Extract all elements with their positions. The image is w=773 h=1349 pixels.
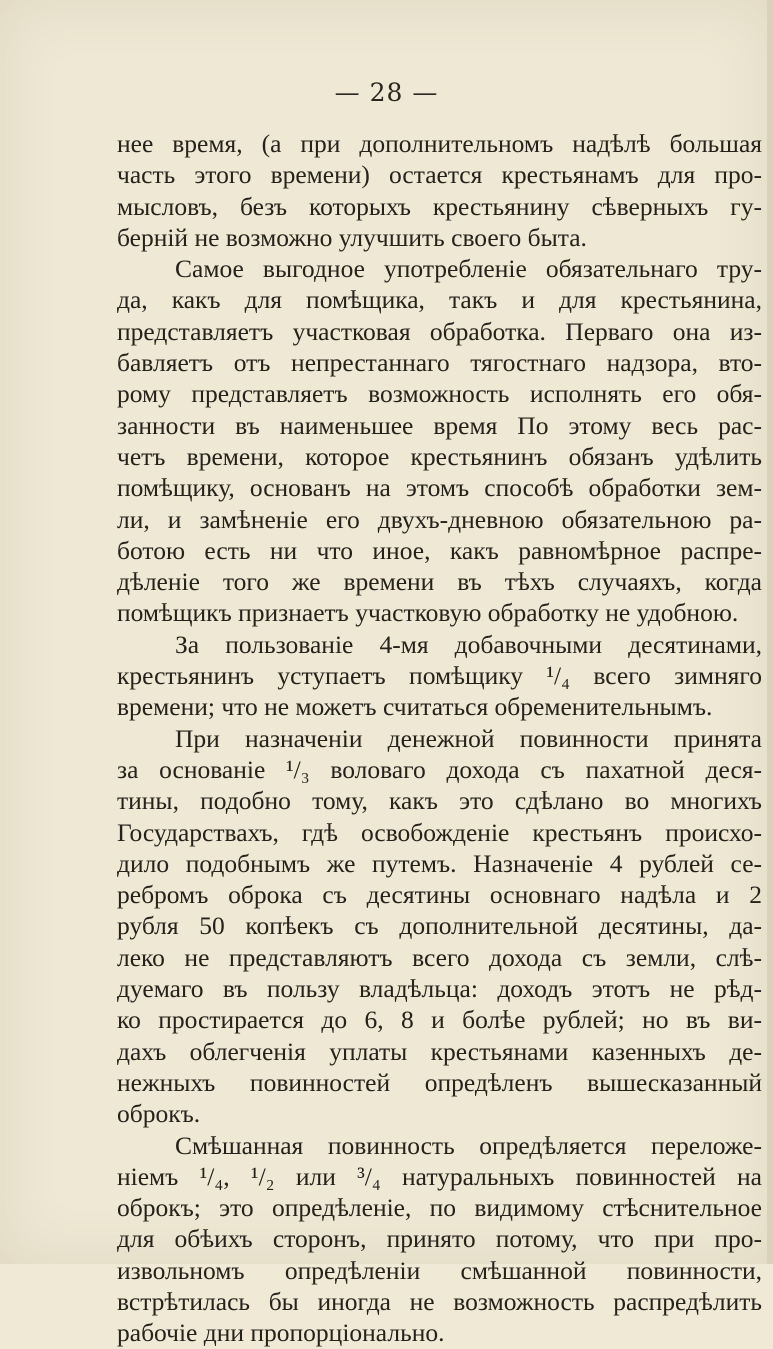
- text-line: рабочіе дни пропорціонально.: [117, 1318, 445, 1348]
- text-line: бавляетъ отъ непрестаннаго тягостнаго надзора, вто-: [117, 348, 762, 378]
- text-line: нее время, (а при дополнительномъ надѣлѣ большая: [117, 129, 762, 158]
- text-line: часть этого времени) остается крестьянамъ для про-: [117, 160, 762, 190]
- text-line: четъ времени, которое крестьянинъ обязанъ удѣлить: [117, 441, 762, 471]
- text-line: помѣщикъ признаетъ участковую обработку не удобною.: [117, 598, 739, 628]
- text-line: ко простирается до 6, 8 и болѣе рублей; но въ ви-: [117, 1005, 762, 1035]
- text-line: за основаніе ¹/₃ воловаго дохода съ пахатной деся-: [117, 754, 762, 784]
- body-text: [117, 128, 762, 1349]
- text-line: Самое выгодное употребленіе обязательнаго тру-: [175, 254, 762, 284]
- text-line: помѣщику, основанъ на этомъ способѣ обработки зем-: [117, 473, 762, 503]
- text-line: ботою есть ни что иное, какъ равномѣрное распре-: [117, 535, 762, 565]
- text-line: встрѣтилась бы иногда не возможность распредѣлить: [117, 1286, 762, 1316]
- text-line: для обѣихъ сторонъ, принято потому, что при про-: [117, 1224, 762, 1254]
- text-line: Смѣшанная повинность опредѣляется переложе-: [175, 1130, 762, 1160]
- text-line: дѣленіе того же времени въ тѣхъ случаяхъ, когда: [117, 567, 762, 597]
- text-line: занности въ наименьшее время По этому весь рас-: [117, 410, 762, 440]
- text-line: представляетъ участковая обработка. Перваго она из-: [117, 316, 762, 346]
- text-line: леко не представляютъ всего дохода съ земли, слѣ-: [117, 942, 762, 972]
- text-line: дахъ облегченія уплаты крестьянами казенныхъ де-: [117, 1036, 762, 1066]
- text-line: Государствахъ, гдѣ освобожденіе крестьянъ происхо-: [117, 817, 762, 847]
- text-line: За пользованіе 4-мя добавочными десятинами,: [175, 629, 762, 659]
- text-line: берній не возможно улучшить своего быта.: [117, 222, 587, 252]
- text-line: рому представляетъ возможность исполнять его обя-: [117, 379, 762, 409]
- text-line: дуемаго въ пользу владѣльца: доходъ этотъ не рѣд-: [117, 974, 762, 1004]
- text-line: нежныхъ повинностей опредѣленъ вышесказанный: [117, 1067, 762, 1097]
- text-line: дило подобнымъ же путемъ. Назначеніе 4 рублей се-: [117, 848, 762, 878]
- text-line: мысловъ, безъ которыхъ крестьянину сѣверныхъ гу-: [117, 191, 762, 221]
- text-line: тины, подобно тому, какъ это сдѣлано во многихъ: [117, 786, 762, 816]
- text-line: ніемъ ¹/₄, ¹/₂ или ³/₄ натуральныхъ повинностей на: [117, 1161, 762, 1191]
- page-number: — 28 —: [334, 78, 439, 107]
- page-edge: [767, 0, 773, 1264]
- text-line: ли, и замѣненіе его двухъ-дневною обязательною ра-: [117, 504, 762, 534]
- text-line: рубля 50 копѣекъ съ дополнительной десятины, да-: [117, 911, 762, 941]
- text-line: извольномъ опредѣленіи смѣшанной повинности,: [117, 1255, 762, 1285]
- text-line: При назначеніи денежной повинности принята: [175, 723, 762, 753]
- text-line: оброкъ; это опредѣленіе, по видимому стѣснительное: [117, 1193, 762, 1223]
- text-line: оброкъ.: [117, 1099, 201, 1129]
- text-line: да, какъ для помѣщика, такъ и для крестьянина,: [117, 285, 762, 315]
- text-line: крестьянинъ уступаетъ помѣщику ¹/₄ всего зимняго: [117, 661, 762, 691]
- text-line: времени; что не можетъ считаться обременительнымъ.: [117, 692, 713, 722]
- text-line: ребромъ оброка съ десятины основнаго надѣла и 2: [117, 880, 762, 910]
